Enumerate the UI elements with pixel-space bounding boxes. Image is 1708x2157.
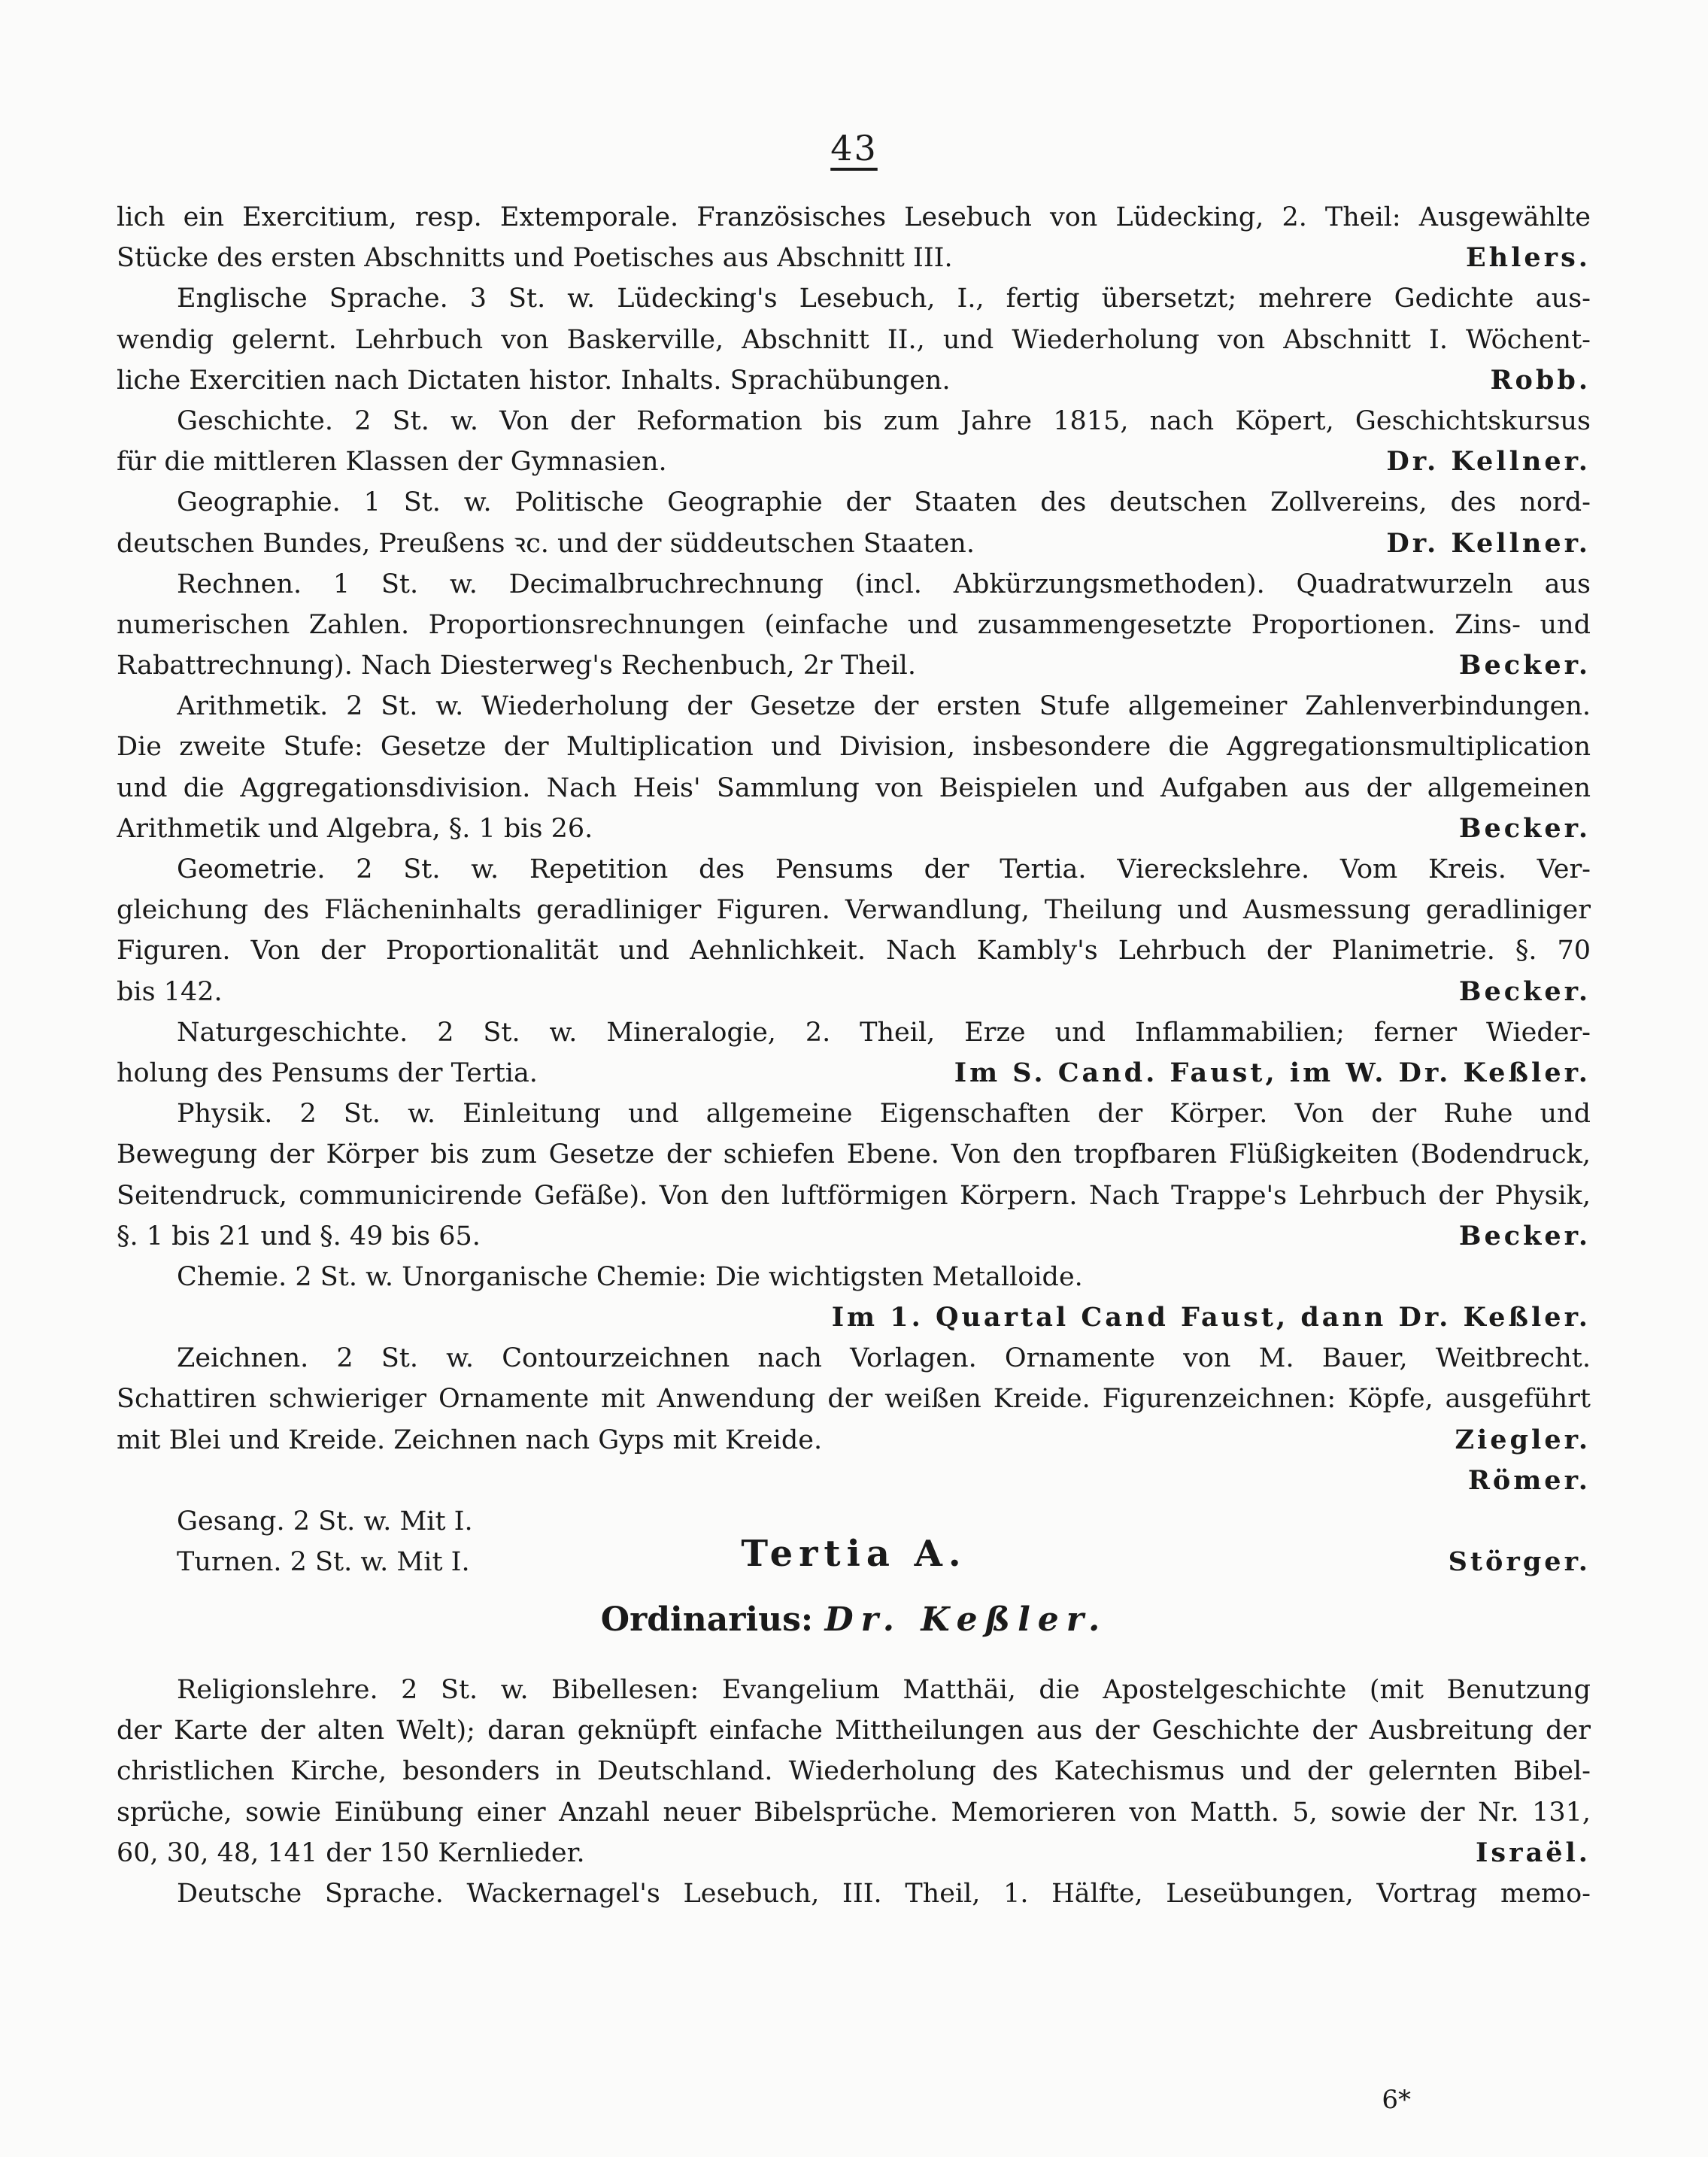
text-line bbox=[117, 1710, 1591, 1751]
text-line bbox=[117, 1297, 1591, 1338]
text-line bbox=[117, 1216, 1591, 1257]
text-line bbox=[117, 1379, 1591, 1419]
teacher-name: Becker. bbox=[1458, 975, 1591, 1007]
text-line bbox=[117, 686, 1591, 727]
line-text: holung des Pensums der Tertia. bbox=[117, 1057, 538, 1088]
text-line bbox=[117, 1420, 1591, 1461]
line-text: Rabattrechnung). Nach Diesterweg's Rechenbuch, 2r Theil. bbox=[117, 651, 916, 681]
line-text: Turnen. 2 St. w. Mit I. bbox=[177, 1547, 470, 1578]
text-line bbox=[117, 1792, 1591, 1833]
text-line bbox=[117, 645, 1591, 686]
teacher-name: Römer. bbox=[1467, 1464, 1591, 1496]
text-line bbox=[117, 1873, 1591, 1914]
teacher-name: Im 1. Quartal Cand Faust, dann Dr. Keßler. bbox=[831, 1302, 1591, 1333]
text-line bbox=[117, 360, 1591, 401]
text-line bbox=[117, 523, 1591, 564]
text-line bbox=[117, 768, 1591, 808]
text-line bbox=[117, 1257, 1591, 1297]
ordinarius-name: Dr. Keßler. bbox=[824, 1600, 1108, 1639]
text-line bbox=[117, 808, 1591, 849]
line-text: Arithmetik und Algebra, §. 1 bis 26. bbox=[117, 813, 593, 844]
teacher-name: Dr. Kellner. bbox=[1386, 446, 1591, 478]
line-text: gleichung des Flächeninhalts geradliniger Figuren. Verwandlung, Theilung und Ausmessung geradliniger bbox=[117, 895, 1591, 926]
line-text: §. 1 bis 21 und §. 49 bis 65. bbox=[117, 1221, 481, 1251]
line-text: und die Aggregationsdivision. Nach Heis' Sammlung von Beispielen und Aufgaben aus der allgemeinen bbox=[117, 772, 1591, 803]
text-line bbox=[117, 238, 1591, 278]
text-line bbox=[117, 1176, 1591, 1216]
ordinarius-label: Ordinarius: bbox=[600, 1600, 814, 1639]
teacher-name: Robb. bbox=[1490, 364, 1591, 396]
text-line bbox=[117, 320, 1591, 360]
text-line bbox=[117, 197, 1591, 238]
text-line bbox=[117, 727, 1591, 767]
teacher-name: Israël. bbox=[1476, 1837, 1591, 1868]
line-text: Bewegung der Körper bis zum Gesetze der schiefen Ebene. Von den tropfbaren Flüßigkeiten (Bodendruck, bbox=[117, 1139, 1591, 1170]
text-line bbox=[117, 890, 1591, 930]
teacher-name: Becker. bbox=[1458, 650, 1591, 681]
line-text: Chemie. 2 St. w. Unorganische Chemie: Die wichtigsten Metalloide. bbox=[177, 1261, 1083, 1292]
line-text: Geographie. 1 St. w. Politische Geographie der Staaten des deutschen Zollvereins, des nord- bbox=[177, 487, 1591, 518]
text-line bbox=[117, 1751, 1591, 1791]
text-line bbox=[117, 1053, 1591, 1094]
text-line bbox=[117, 1012, 1591, 1053]
page-number: 43 bbox=[830, 128, 878, 168]
line-text: Schattiren schwieriger Ornamente mit Anwendung der weißen Kreide. Figurenzeichnen: Köpfe, ausgeführt bbox=[117, 1384, 1591, 1415]
line-text: wendig gelernt. Lehrbuch von Baskerville, Abschnitt II., und Wiederholung von Abschnitt I. Wöchent- bbox=[117, 324, 1591, 355]
line-text: Religionslehre. 2 St. w. Bibellesen: Evangelium Matthäi, die Apostelgeschichte (mit Benutzung bbox=[177, 1675, 1591, 1705]
teacher-name: Ehlers. bbox=[1465, 242, 1591, 274]
line-text: christlichen Kirche, besonders in Deutschland. Wiederholung des Katechismus und der gelernten Bibel- bbox=[117, 1756, 1591, 1787]
line-text: Figuren. Von der Proportionalität und Aehnlichkeit. Nach Kambly's Lehrbuch der Planimetrie. §. 70 bbox=[117, 936, 1591, 966]
text-line bbox=[117, 1833, 1591, 1873]
text-line bbox=[117, 1461, 1591, 1501]
text-line bbox=[117, 1094, 1591, 1134]
line-text: mit Blei und Kreide. Zeichnen nach Gyps mit Kreide. bbox=[117, 1424, 823, 1455]
line-text: der Karte der alten Welt); daran geknüpft einfache Mittheilungen aus der Geschichte der Ausbreitung der bbox=[117, 1716, 1591, 1746]
ordinarius-line bbox=[0, 1600, 1708, 1639]
line-text: für die mittleren Klassen der Gymnasien. bbox=[117, 447, 667, 478]
line-text: lich ein Exercitium, resp. Extemporale. Französisches Lesebuch von Lüdecking, 2. Theil: Ausgewählte bbox=[117, 202, 1591, 232]
text-line bbox=[117, 1670, 1591, 1710]
line-text: Seitendruck, communicirende Gefäße). Von den luftförmigen Körpern. Nach Trappe's Lehrbuch der Physik, bbox=[117, 1180, 1591, 1211]
line-text: Zeichnen. 2 St. w. Contourzeichnen nach Vorlagen. Ornamente von M. Bauer, Weitbrecht. bbox=[177, 1343, 1591, 1374]
line-text: bis 142. bbox=[117, 976, 223, 1007]
curriculum-section-secunda bbox=[117, 197, 1591, 1582]
teacher-name: Ziegler. bbox=[1455, 1424, 1591, 1455]
curriculum-section-tertia-a bbox=[117, 1670, 1591, 1914]
line-text: deutschen Bundes, Preußens ꝛc. und der süddeutschen Staaten. bbox=[117, 528, 975, 559]
line-text: numerischen Zahlen. Proportionsrechnungen (einfache und zusammengesetzte Proportionen. Zins- und bbox=[117, 609, 1591, 640]
line-text: Gesang. 2 St. w. Mit I. bbox=[177, 1506, 473, 1537]
line-text: liche Exercitien nach Dictaten histor. Inhalts. Sprachübungen. bbox=[117, 365, 951, 396]
teacher-name: Störger. bbox=[1448, 1546, 1591, 1578]
text-line bbox=[117, 278, 1591, 319]
text-line bbox=[117, 972, 1591, 1012]
line-text: Deutsche Sprache. Wackernagel's Lesebuch, III. Theil, 1. Hälfte, Leseübungen, Vortrag memo- bbox=[177, 1878, 1591, 1909]
line-text: Physik. 2 St. w. Einleitung und allgemeine Eigenschaften der Körper. Von der Ruhe und bbox=[177, 1099, 1591, 1130]
class-heading: Tertia A. bbox=[741, 1533, 967, 1575]
text-line bbox=[117, 441, 1591, 482]
text-line bbox=[117, 605, 1591, 645]
teacher-name: Dr. Kellner. bbox=[1386, 527, 1591, 559]
teacher-name: Im S. Cand. Faust, im W. Dr. Keßler. bbox=[954, 1057, 1591, 1088]
text-line bbox=[117, 401, 1591, 441]
line-text: Arithmetik. 2 St. w. Wiederholung der Gesetze der ersten Stufe allgemeiner Zahlenverbindungen. bbox=[177, 691, 1591, 722]
text-line bbox=[117, 1338, 1591, 1379]
teacher-name: Becker. bbox=[1458, 812, 1591, 844]
text-line bbox=[117, 849, 1591, 890]
line-text: Die zweite Stufe: Gesetze der Multiplication und Division, insbesondere die Aggregationsmultiplication bbox=[117, 732, 1591, 763]
teacher-name: Becker. bbox=[1458, 1220, 1591, 1251]
text-line bbox=[117, 482, 1591, 523]
signature-mark: 6* bbox=[1382, 2085, 1411, 2115]
line-text: Rechnen. 1 St. w. Decimalbruchrechnung (incl. Abkürzungsmethoden). Quadratwurzeln aus bbox=[177, 569, 1591, 599]
line-text: 60, 30, 48, 141 der 150 Kernlieder. bbox=[117, 1837, 585, 1868]
text-line bbox=[117, 930, 1591, 971]
line-text: sprüche, sowie Einübung einer Anzahl neuer Bibelsprüche. Memorieren von Matth. 5, sowie der Nr. 131, bbox=[117, 1797, 1591, 1828]
line-text: Englische Sprache. 3 St. w. Lüdecking's Lesebuch, I., fertig übersetzt; mehrere Gedichte aus- bbox=[177, 284, 1591, 314]
line-text: Stücke des ersten Abschnitts und Poetisches aus Abschnitt III. bbox=[117, 243, 953, 274]
text-line bbox=[117, 1134, 1591, 1175]
line-text: Naturgeschichte. 2 St. w. Mineralogie, 2. Theil, Erze und Inflammabilien; ferner Wieder- bbox=[177, 1017, 1591, 1048]
text-line bbox=[117, 564, 1591, 605]
line-text: Geschichte. 2 St. w. Von der Reformation bis zum Jahre 1815, nach Köpert, Geschichtskursus bbox=[177, 405, 1591, 436]
line-text: Geometrie. 2 St. w. Repetition des Pensums der Tertia. Viereckslehre. Vom Kreis. Ver- bbox=[177, 854, 1591, 884]
